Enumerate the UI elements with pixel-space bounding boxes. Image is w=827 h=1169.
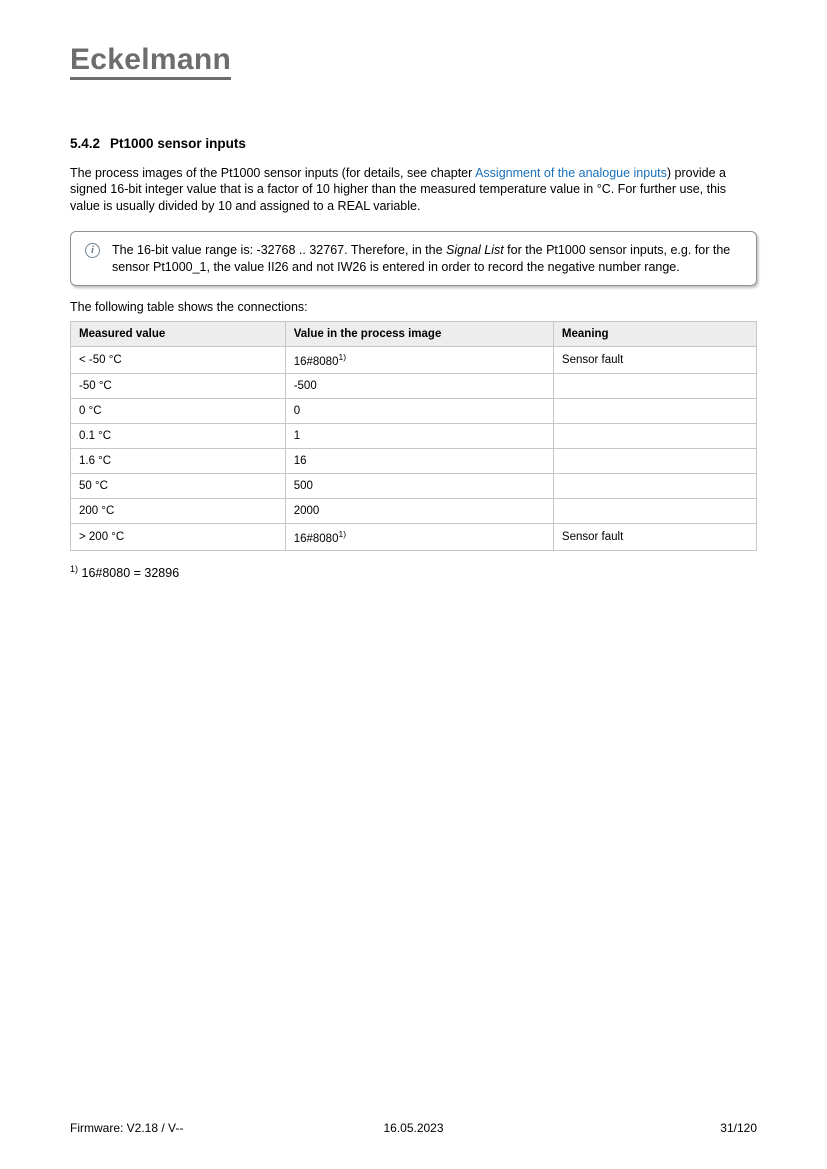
cell-meaning bbox=[553, 373, 756, 398]
intro-paragraph bbox=[70, 165, 757, 215]
cell-process-image-value: 2000 bbox=[285, 498, 553, 523]
footer-page-number: 31/120 bbox=[720, 1121, 757, 1135]
note-text-italic: Signal List bbox=[446, 243, 504, 257]
cell-process-image-value: 16 bbox=[285, 448, 553, 473]
cell-measured-value: 0 °C bbox=[71, 398, 286, 423]
table-row bbox=[71, 398, 757, 423]
analogue-inputs-link[interactable]: Assignment of the analogue inputs bbox=[475, 165, 667, 180]
table-intro-text: The following table shows the connections: bbox=[70, 300, 308, 314]
column-header: Measured value bbox=[71, 322, 286, 347]
cell-measured-value: -50 °C bbox=[71, 373, 286, 398]
cell-meaning: Sensor fault bbox=[553, 523, 756, 550]
table-header-row bbox=[71, 322, 757, 347]
table-row bbox=[71, 523, 757, 550]
column-header: Value in the process image bbox=[285, 322, 553, 347]
intro-text-before: The process images of the Pt1000 sensor inputs (for details, see chapter bbox=[70, 165, 476, 180]
cell-process-image-value: -500 bbox=[285, 373, 553, 398]
cell-process-image-value: 0 bbox=[285, 398, 553, 423]
section-number: 5.4.2 bbox=[70, 135, 101, 151]
page-footer bbox=[70, 1121, 757, 1135]
document-page bbox=[0, 0, 827, 580]
footnote-reference: 1) bbox=[338, 528, 347, 539]
cell-process-image-value: 500 bbox=[285, 473, 553, 498]
cell-measured-value: 200 °C bbox=[71, 498, 286, 523]
table-row bbox=[71, 347, 757, 374]
footnote-text: 16#8080 = 32896 bbox=[78, 565, 180, 580]
note-text-after: for the Pt1000 sensor inputs, e.g. for the sensor Pt1000_1, the value II26 and not IW26 is entered in order to record the negative number range. bbox=[112, 243, 731, 274]
cell-meaning bbox=[553, 448, 756, 473]
info-note-box bbox=[70, 231, 757, 286]
intro-text-after: ) provide a signed 16-bit integer value that is a factor of 10 higher than the measured temperature value in °C. For further use, this value is usually divided by 10 and assigned to a REAL variable. bbox=[70, 165, 727, 213]
table-row bbox=[71, 423, 757, 448]
cell-meaning bbox=[553, 473, 756, 498]
info-note-text bbox=[112, 242, 744, 275]
cell-meaning bbox=[553, 498, 756, 523]
note-text-before: The 16-bit value range is: -32768 .. 32767. Therefore, in the bbox=[112, 243, 447, 257]
cell-process-image-value: 1 bbox=[285, 423, 553, 448]
footer-firmware-version: Firmware: V2.18 / V-- bbox=[70, 1121, 184, 1135]
section-title: Pt1000 sensor inputs bbox=[110, 135, 246, 151]
cell-measured-value: 0.1 °C bbox=[71, 423, 286, 448]
info-icon: i bbox=[85, 243, 100, 258]
footnote-reference: 1) bbox=[338, 352, 347, 362]
column-header: Meaning bbox=[553, 322, 756, 347]
cell-measured-value: > 200 °C bbox=[71, 523, 286, 550]
footnote bbox=[70, 564, 757, 580]
cell-measured-value: 1.6 °C bbox=[71, 448, 286, 473]
footnote-marker: 1) bbox=[70, 563, 79, 574]
cell-process-image-value: 16#8080$^{1)}$ bbox=[285, 347, 553, 374]
cell-meaning bbox=[553, 423, 756, 448]
eckelmann-logo bbox=[70, 44, 231, 80]
connections-table bbox=[70, 321, 757, 551]
footer-date: 16.05.2023 bbox=[383, 1121, 444, 1135]
table-row bbox=[71, 373, 757, 398]
logo-text: Eckelmann bbox=[70, 43, 232, 76]
table-row bbox=[71, 448, 757, 473]
cell-measured-value: < -50 °C bbox=[71, 347, 286, 374]
cell-meaning bbox=[553, 398, 756, 423]
cell-measured-value: 50 °C bbox=[71, 473, 286, 498]
cell-process-image-value: 16#8080$^{1)}$ bbox=[285, 523, 553, 550]
cell-meaning: Sensor fault bbox=[553, 347, 756, 374]
table-row bbox=[71, 473, 757, 498]
table-row bbox=[71, 498, 757, 523]
section-heading bbox=[70, 136, 757, 151]
